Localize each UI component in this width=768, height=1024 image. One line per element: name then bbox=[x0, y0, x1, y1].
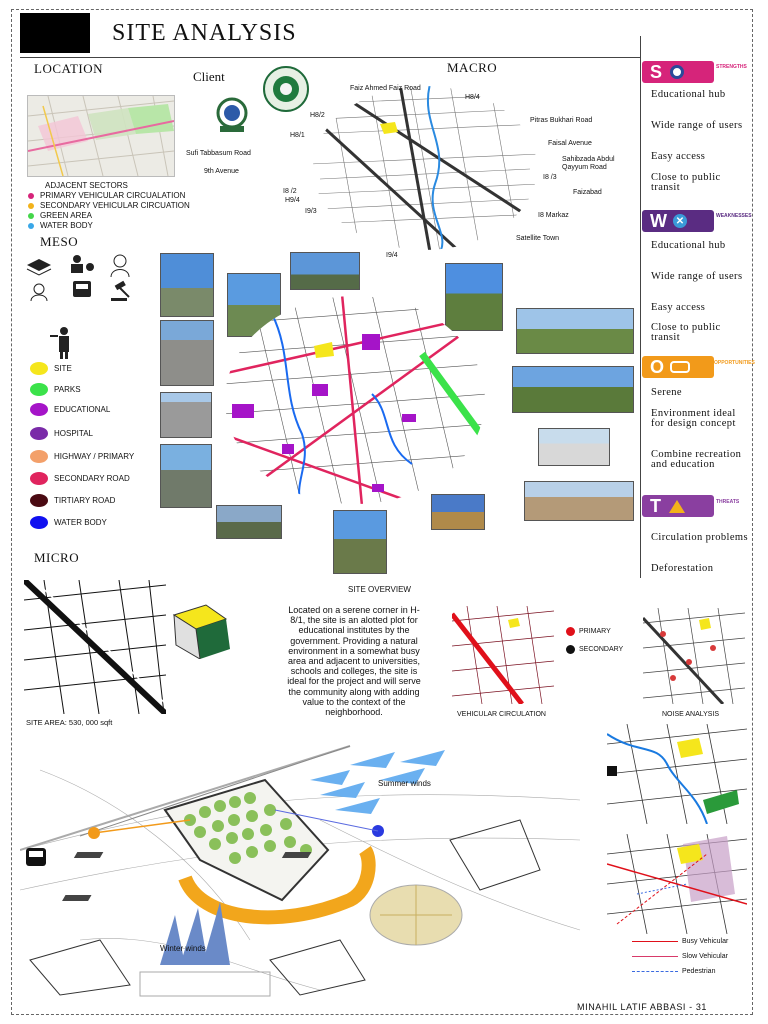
site-photo bbox=[516, 308, 634, 354]
swot-item: Close to public transit bbox=[651, 172, 721, 193]
swot-letter: S bbox=[650, 61, 663, 82]
swot-item: Environment ideal for design concept bbox=[651, 408, 736, 429]
legend-swatch bbox=[30, 450, 48, 463]
meso-map-graphic bbox=[222, 294, 488, 506]
legend-label: SECONDARY VEHICULAR CIRCUATION bbox=[40, 201, 190, 210]
legend-primary-road bbox=[566, 627, 611, 636]
swot-letter: T bbox=[650, 495, 661, 516]
legend-label: WATER BODY bbox=[40, 221, 93, 230]
layers-icon bbox=[27, 259, 51, 275]
legend-swatch bbox=[30, 427, 48, 440]
legend-label: PRIMARY bbox=[579, 628, 611, 635]
swot-item: Easy access bbox=[651, 302, 706, 313]
meso-icons bbox=[25, 253, 145, 303]
legend-label: PARKS bbox=[54, 385, 81, 394]
legend-green bbox=[28, 211, 92, 220]
header-divider bbox=[20, 57, 640, 58]
swot-item: Close to public transit bbox=[651, 322, 721, 343]
label-h94: H9/4 bbox=[285, 197, 300, 204]
meso-legend-parks bbox=[30, 383, 81, 396]
swot-item: Educational hub bbox=[651, 240, 726, 251]
swot-strengths-label: STRENGTHS bbox=[716, 64, 747, 70]
label-sufi: Sufi Tabbasum Road bbox=[186, 150, 251, 157]
meso-legend-secondary bbox=[30, 472, 130, 485]
x-icon: ✕ bbox=[673, 214, 687, 228]
swot-item: Deforestation bbox=[651, 563, 714, 574]
swot-threats-badge bbox=[642, 495, 714, 517]
micro-figure-ground bbox=[24, 580, 166, 714]
swot-item: Easy access bbox=[651, 151, 706, 162]
legend-pedestrian bbox=[632, 968, 715, 975]
vehicular-caption: VEHICULAR CIRCULATION bbox=[457, 711, 546, 718]
label-h84: H8/4 bbox=[465, 94, 480, 101]
climate-diagram bbox=[20, 740, 590, 1005]
swot-weaknesses-badge bbox=[642, 210, 714, 232]
swot-letter: W bbox=[650, 210, 667, 231]
site-photo bbox=[333, 510, 387, 574]
site-photo bbox=[512, 366, 634, 413]
logo-block bbox=[20, 13, 90, 53]
legend-swatch bbox=[28, 203, 34, 209]
label-i83: I8 /3 bbox=[543, 174, 557, 181]
legend-water bbox=[28, 221, 93, 230]
site-photo bbox=[160, 253, 214, 317]
legend-label: EDUCATIONAL bbox=[54, 405, 111, 414]
legend-swatch bbox=[30, 403, 48, 416]
label-h81: H8/1 bbox=[290, 132, 305, 139]
swot-item: Wide range of users bbox=[651, 120, 743, 131]
macro-heading: MACRO bbox=[447, 60, 498, 75]
label-faizabad: Faizabad bbox=[573, 189, 602, 196]
label-sahibzada: Sahibzada Abdul Qayyum Road bbox=[562, 156, 615, 171]
site-photo bbox=[160, 444, 212, 508]
site-photo bbox=[538, 428, 610, 466]
legend-swatch bbox=[566, 645, 575, 654]
legend-secondary-road bbox=[566, 645, 623, 654]
legend-busy bbox=[632, 938, 728, 945]
legend-label: SECONDARY bbox=[579, 646, 624, 653]
legend-label: SECONDARY ROAD bbox=[54, 474, 130, 483]
swot-opportunities-badge bbox=[642, 356, 714, 378]
swot-threats-label: THREATS bbox=[716, 499, 740, 505]
people-icon bbox=[71, 255, 94, 273]
meso-map bbox=[222, 294, 488, 506]
legend-swatch bbox=[30, 362, 48, 375]
swot-item: Circulation problems bbox=[651, 532, 748, 543]
meso-legend-highway bbox=[30, 450, 134, 463]
swot-divider bbox=[640, 36, 641, 578]
vehicular-map bbox=[452, 606, 554, 704]
macro-map bbox=[310, 84, 540, 252]
meso-legend-hospital bbox=[30, 427, 93, 440]
bus-icon bbox=[73, 281, 91, 297]
legend-adjacent bbox=[45, 181, 128, 190]
target-icon bbox=[670, 65, 684, 79]
label-pitras: Pitras Bukhari Road bbox=[530, 117, 593, 124]
legend-swatch bbox=[28, 223, 34, 229]
label-i8-markaz: I8 Markaz bbox=[538, 212, 569, 219]
label-i82: I8 /2 bbox=[283, 188, 297, 195]
meso-legend-water bbox=[30, 516, 107, 529]
legend-label: WATER BODY bbox=[54, 518, 107, 527]
legend-swatch bbox=[30, 494, 48, 507]
swot-item: Wide range of users bbox=[651, 271, 743, 282]
legend-label: Pedestrian bbox=[682, 968, 716, 975]
noise-caption: NOISE ANALYSIS bbox=[662, 711, 720, 718]
green-water-map bbox=[607, 724, 747, 824]
legend-label: GREEN AREA bbox=[40, 211, 93, 220]
overview-text: Located on a serene corner in H-8/1, the site is an alotted plot for educational institutes by the government. Providing a natural environment in a somewhat busy area and adjacent to universities, schools and colleges, the site is ideal for the project and will serve the community along with adding value to the context of the neighborhood. bbox=[287, 605, 421, 718]
site-photo bbox=[524, 481, 634, 521]
summer-winds-label: Summer winds bbox=[378, 779, 431, 788]
swot-letter: O bbox=[650, 356, 665, 377]
legend-swatch bbox=[28, 193, 34, 199]
legend-secondary bbox=[28, 201, 190, 210]
site-massing bbox=[166, 595, 238, 659]
label-i93: I9/3 bbox=[305, 208, 317, 215]
person-icon bbox=[111, 255, 129, 277]
meso-legend-tertiary bbox=[30, 494, 115, 507]
location-map-graphic bbox=[28, 96, 174, 176]
legend-label: HOSPITAL bbox=[54, 429, 93, 438]
site-photo bbox=[290, 252, 360, 290]
swot-item: Serene bbox=[651, 387, 682, 398]
macro-map-graphic bbox=[310, 84, 540, 252]
waiter-icon bbox=[48, 325, 74, 359]
legend-swatch bbox=[30, 472, 48, 485]
warning-icon bbox=[669, 500, 685, 513]
hec-logo bbox=[212, 97, 252, 133]
legend-primary bbox=[28, 191, 185, 200]
overview-title: SITE OVERVIEW bbox=[348, 585, 411, 594]
legend-label: ADJACENT SECTORS bbox=[45, 181, 128, 190]
avatar-icon bbox=[31, 284, 47, 301]
swot-item: Combine recreation and education bbox=[651, 449, 742, 470]
meso-legend-site bbox=[30, 362, 72, 375]
legend-swatch bbox=[566, 627, 575, 636]
meso-heading: MESO bbox=[40, 234, 79, 249]
label-satellite: Satellite Town bbox=[516, 235, 560, 242]
label-i94: I9/4 bbox=[386, 252, 398, 259]
legend-label: SITE bbox=[54, 364, 72, 373]
location-heading: LOCATION bbox=[34, 61, 103, 76]
gavel-icon bbox=[111, 281, 129, 301]
legend-slow bbox=[632, 953, 728, 960]
site-photo bbox=[160, 320, 214, 386]
legend-label: PRIMARY VEHICULAR CIRCUALATION bbox=[40, 191, 186, 200]
legend-swatch bbox=[632, 956, 678, 957]
label-faiz-road: Faiz Ahmed Faiz Road bbox=[350, 85, 421, 92]
micro-heading: MICRO bbox=[34, 550, 80, 565]
site-area: SITE AREA: 530, 000 sqft bbox=[26, 718, 113, 727]
label-h82: H8/2 bbox=[310, 112, 325, 119]
bus-icon bbox=[26, 848, 46, 866]
site-photo bbox=[160, 392, 212, 438]
eye-icon bbox=[670, 361, 690, 373]
legend-swatch bbox=[30, 516, 48, 529]
swot-weaknesses-label: WEAKNESSES bbox=[716, 213, 752, 219]
meso-legend-educational bbox=[30, 403, 110, 416]
location-map bbox=[27, 95, 175, 177]
circulation-map bbox=[607, 834, 747, 934]
cda-seal bbox=[261, 66, 311, 112]
author-credit: MINAHIL LATIF ABBASI - 31 bbox=[577, 1002, 708, 1012]
label-9th-avenue: 9th Avenue bbox=[204, 168, 239, 175]
legend-swatch bbox=[30, 383, 48, 396]
label-faisal: Faisal Avenue bbox=[548, 140, 592, 147]
legend-swatch bbox=[632, 941, 678, 943]
legend-label: Slow Vehicular bbox=[682, 953, 728, 960]
swot-strengths-badge bbox=[642, 61, 714, 83]
winter-winds-label: Winter winds bbox=[160, 944, 206, 953]
legend-swatch bbox=[632, 971, 678, 972]
swot-opportunities-label: OPPORTUNITIES bbox=[714, 360, 755, 366]
site-photo bbox=[216, 505, 282, 539]
noise-map bbox=[643, 608, 745, 704]
legend-label: TIRTIARY ROAD bbox=[54, 496, 116, 505]
swot-item: Educational hub bbox=[651, 89, 726, 100]
client-heading: Client bbox=[193, 69, 225, 84]
legend-label: HIGHWAY / PRIMARY bbox=[54, 452, 135, 461]
legend-label: Busy Vehicular bbox=[682, 938, 729, 945]
legend-swatch bbox=[28, 213, 34, 219]
page-title: SITE ANALYSIS bbox=[112, 20, 297, 46]
